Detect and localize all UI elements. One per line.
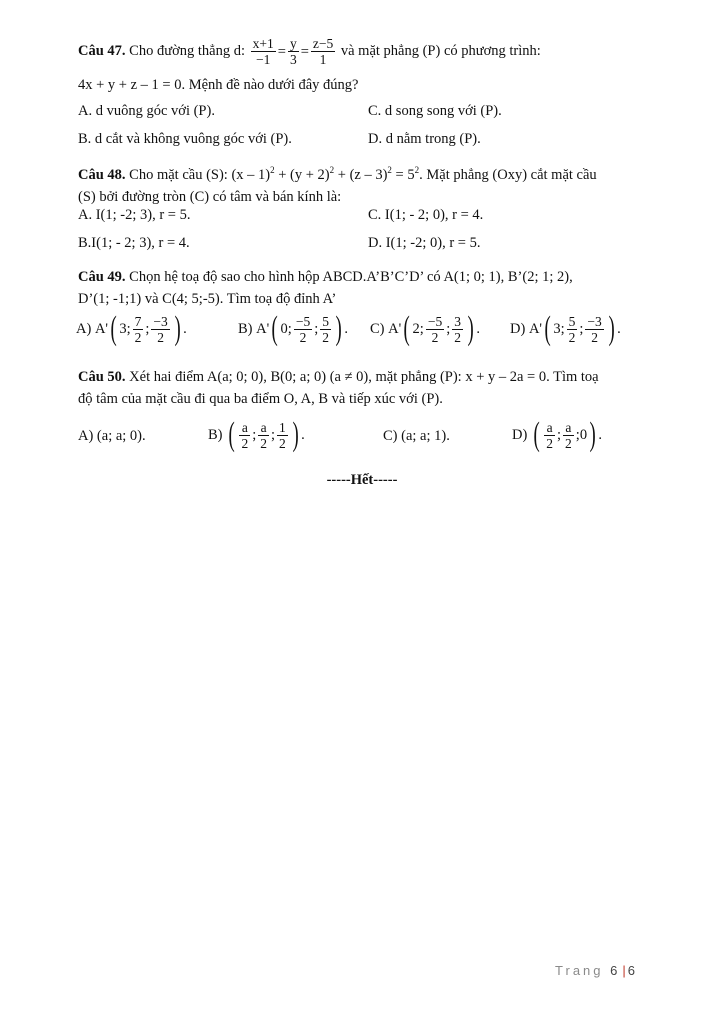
footer-page: 6 (610, 963, 621, 978)
question-47 (78, 36, 648, 96)
q48-label: Câu 48. (78, 167, 126, 183)
q49-option-a[interactable]: A) A'( 3; $\frac{7}{2}$ ; $\frac{-3}{2}$ ) . (76, 310, 187, 347)
question-48 (78, 164, 648, 208)
question-49 (78, 266, 648, 310)
q50-option-d[interactable]: D) ( $\frac{a}{2}$ ; $\frac{a}{2}$ ;0) . (512, 416, 603, 453)
q47-line1: Câu 47. Cho đường thẳng d: $\frac{x+1}{-1}$ = $\frac{y}{3}$ = $\frac{z-5}{1}$ và mặt phẳng (P) có phương trình: (78, 36, 541, 67)
q48-line1: Câu 48. Cho mặt cầu (S): $(x - 1)^2 + (y + 2)^2 + (z - 3)^2 = 5^2$. Mặt phẳng (Oxy) cắt mặt cầu (78, 165, 597, 183)
end-marker: -----Hết----- (326, 472, 398, 488)
q49-label: Câu 49. (78, 269, 126, 285)
q50-line1: Câu 50. Xét hai điểm A(a; 0; 0), B(0; a; 0) (a ≠ 0), mặt phẳng (P): x + y – 2a = 0. Tìm toạ (78, 369, 599, 385)
q47-frac-x: $\frac{x+1}{-1}$ (252, 36, 274, 67)
q50-label: Câu 50. (78, 369, 126, 385)
q47-label: Câu 47. (78, 42, 126, 59)
q50-option-c[interactable]: C) (a; a; 1). (383, 428, 450, 444)
q48-option-b[interactable]: B.I(1; - 2; 3), r = 4. (78, 235, 190, 251)
q48-line2: (S) bởi đường tròn (C) có tâm và bán kính là: (78, 189, 342, 205)
q49-option-b[interactable]: B) A'( 0; $\frac{-5}{2}$ ; $\frac{5}{2}$ ) . (238, 310, 348, 347)
q49-option-c[interactable]: C) A'( 2; $\frac{-5}{2}$ ; $\frac{3}{2}$ ) . (370, 310, 480, 347)
q47-intro: Cho đường thẳng d: (129, 42, 245, 59)
footer-word: Trang (555, 963, 604, 978)
q50-option-b[interactable]: B) ( $\frac{a}{2}$ ; $\frac{a}{2}$ ; $\frac{1}{2}$ ) . (208, 416, 305, 453)
q47-option-c[interactable]: C. d song song với (P). (368, 103, 502, 119)
q47-line2: 4x + y + z – 1 = 0. Mệnh đề nào dưới đây đúng? (78, 77, 359, 93)
q47-tail: và mặt phẳng (P) có phương trình: (340, 42, 541, 59)
q48-option-d[interactable]: D. I(1; -2; 0), r = 5. (368, 235, 481, 251)
q47-frac-z: $\frac{z-5}{1}$ (312, 36, 334, 67)
q49-line2: D’(1; -1;1) và C(4; 5;-5). Tìm toạ độ đỉnh A’ (78, 291, 337, 307)
q49-option-d[interactable]: D) A'( 3; $\frac{5}{2}$ ; $\frac{-3}{2}$ ) . (510, 310, 621, 347)
footer-total: 6 (627, 963, 638, 978)
q48-option-c[interactable]: C. I(1; - 2; 0), r = 4. (368, 207, 484, 223)
q48-option-a[interactable]: A. I(1; -2; 3), r = 5. (78, 207, 191, 223)
q50-option-a[interactable]: A) (a; a; 0). (78, 428, 146, 444)
question-50 (78, 366, 648, 410)
q49-line1: Câu 49. Chọn hệ toạ độ sao cho hình hộp ABCD.A’B’C’D’ có A(1; 0; 1), B’(2; 1; 2), (78, 269, 573, 285)
q47-option-d[interactable]: D. d nằm trong (P). (368, 131, 481, 147)
page-footer (555, 963, 638, 978)
q47-frac-y: $\frac{y}{3}$ (289, 36, 297, 67)
q47-option-a[interactable]: A. d vuông góc với (P). (78, 103, 215, 119)
q50-line2: độ tâm của mặt cầu đi qua ba điểm O, A, B và tiếp xúc với (P). (78, 391, 443, 407)
footer-separator: | (622, 963, 626, 978)
q47-option-b[interactable]: B. d cắt và không vuông góc với (P). (78, 131, 292, 147)
